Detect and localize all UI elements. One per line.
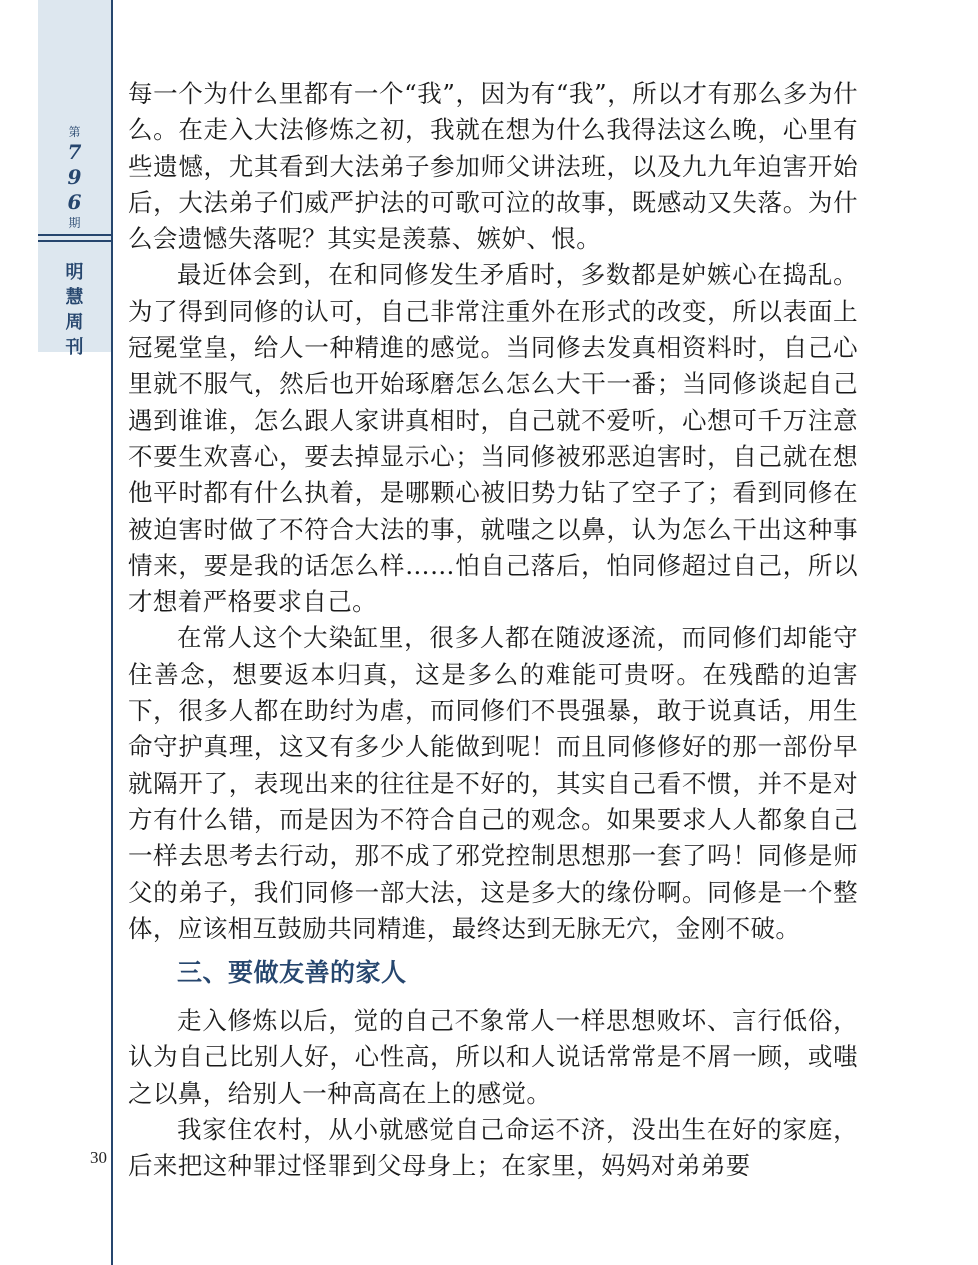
sidebar-divider-bottom <box>38 240 111 242</box>
magazine-char: 慧 <box>65 287 84 308</box>
section-heading: 三、要做友善的家人 <box>177 958 407 988</box>
paragraph: 我家住农村，从小就感觉自己命运不济，没出生在好的家庭，后来把这种罪过怪罪到父母身上；在家里，妈妈对弟弟要 <box>128 1115 858 1181</box>
issue-digit: 6 <box>67 190 82 214</box>
paragraph: 每一个为什么里都有一个“我”，因为有“我”，所以才有那么多为什么。在走入大法修炼之初，我就在想为什么我得法这么晚，心里有些遗憾，尤其看到大法弟子参加师父讲法班，以及九九年迫害开始后，大法弟子们威严护法的可歌可泣的故事，既感动又失落。为什么会遗憾失落呢？其实是羡慕、嫉妒、恨。 <box>128 79 858 254</box>
magazine-char: 周 <box>65 312 84 333</box>
issue-number <box>38 124 111 231</box>
margin-rule <box>111 0 113 1265</box>
issue-digit: 9 <box>67 165 82 189</box>
paragraph: 在常人这个大染缸里，很多人都在随波逐流，而同修们却能守住善念，想要返本归真，这是多么的难能可贵呀。在残酷的迫害下，很多人都在助纣为虐，而同修们不畏强暴，敢于说真话，用生命守护真理，这又有多少人能做到呢！而且同修修好的那一部份早就隔开了，表现出来的往往是不好的，其实自己看不惯，并不是对方有什么错，而是因为不符合自己的观念。如果要求人人都象自己一样去思考去行动，那不成了邪党控制思想那一套了吗！同修是师父的弟子，我们同修一部大法，这是多大的缘份啊。同修是一个整体，应该相互鼓励共同精進，最终达到无脉无穴，金刚不破。 <box>128 623 858 943</box>
issue-digit: 7 <box>67 140 82 164</box>
magazine-char: 刊 <box>65 337 84 358</box>
page-number: 30 <box>90 1148 107 1167</box>
issue-suffix: 期 <box>68 216 81 230</box>
issue-prefix: 第 <box>68 125 81 139</box>
paragraph: 走入修炼以后，觉的自己不象常人一样思想败坏、言行低俗，认为自己比别人好，心性高，所以和人说话常常是不屑一顾，或嗤之以鼻，给别人一种高高在上的感觉。 <box>128 1006 858 1108</box>
magazine-char: 明 <box>65 262 84 283</box>
article-body <box>128 76 858 1185</box>
sidebar-divider-top <box>38 234 111 236</box>
magazine-name <box>38 260 111 360</box>
paragraph: 最近体会到，在和同修发生矛盾时，多数都是妒嫉心在捣乱。为了得到同修的认可，自己非常注重外在形式的改变，所以表面上冠冕堂皇，给人一种精進的感觉。当同修去发真相资料时，自己心里就不服气，然后也开始琢磨怎么怎么大干一番；当同修谈起自己遇到谁谁，怎么跟人家讲真相时，自己就不爱听，心想可千万注意不要生欢喜心，要去掉显示心；当同修被邪恶迫害时，自己就在想他平时都有什么执着，是哪颗心被旧势力钻了空子了；看到同修在被迫害时做了不符合大法的事，就嗤之以鼻，认为怎么干出这种事情来，要是我的话怎么样……怕自己落后，怕同修超过自己，所以才想着严格要求自己。 <box>128 260 858 617</box>
